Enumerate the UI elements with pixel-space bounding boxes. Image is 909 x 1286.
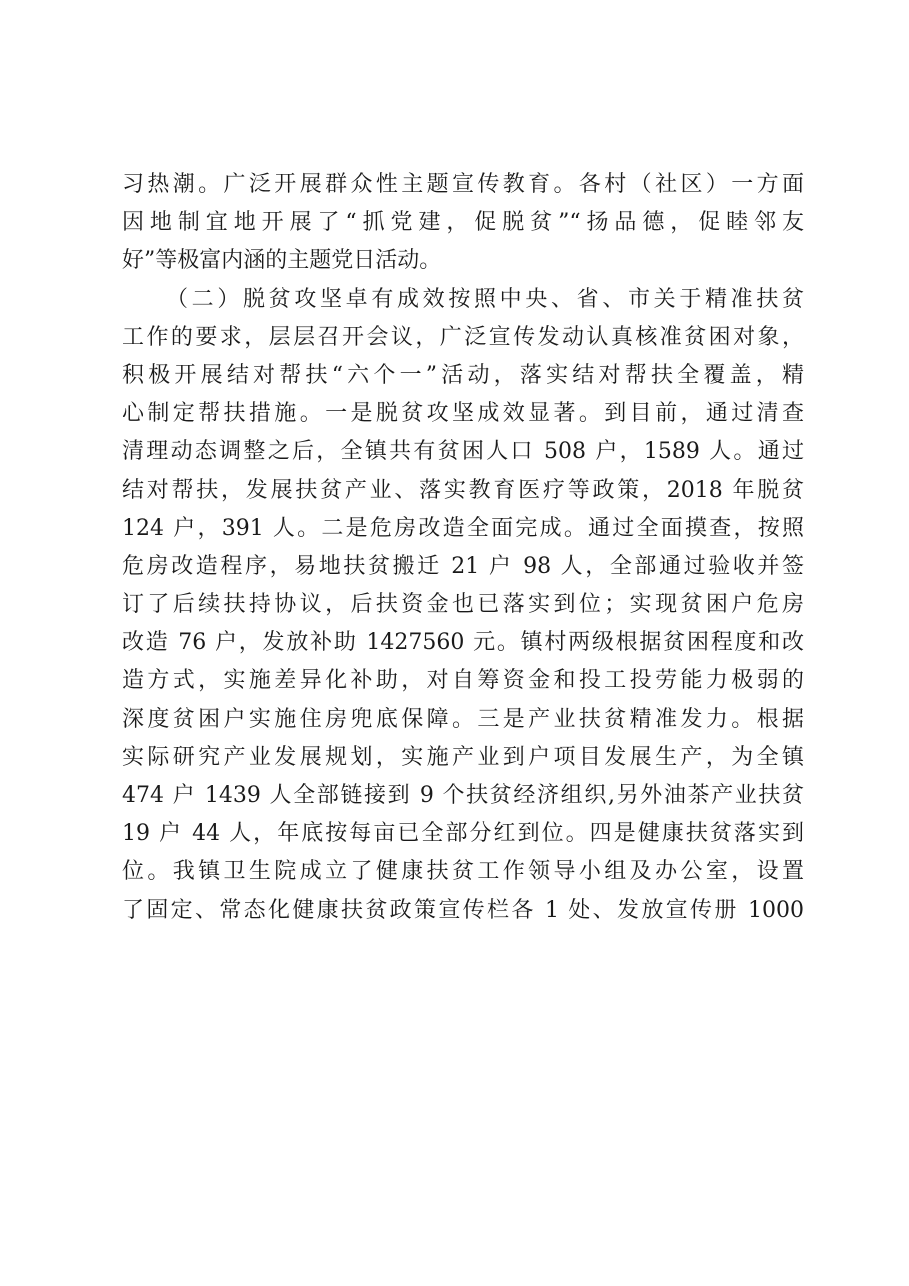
paragraph-line: 清理动态调整之后，全镇共有贫困人口 508 户，1589 人。通过 [122, 439, 804, 465]
paragraph-line: 积极开展结对帮扶“六个一”活动，落实结对帮扶全覆盖，精 [122, 362, 804, 388]
paragraph-line: 位。我镇卫生院成立了健康扶贫工作领导小组及办公室，设置 [122, 859, 804, 885]
paragraph-line: 了固定、常态化健康扶贫政策宣传栏各 1 处、发放宣传册 1000 [122, 897, 804, 923]
paragraph-line: 危房改造程序，易地扶贫搬迁 21 户 98 人，全部通过验收并签 [122, 553, 804, 579]
paragraph-line: 实际研究产业发展规划，实施产业到户项目发展生产，为全镇 [122, 744, 804, 770]
paragraph-line: 结对帮扶，发展扶贫产业、落实教育医疗等政策，2018 年脱贫 [122, 477, 804, 503]
paragraph-line: 474 户 1439 人全部链接到 9 个扶贫经济组织,另外油茶产业扶贫 [122, 783, 804, 808]
paragraph-line: 深度贫困户实施住房兜底保障。三是产业扶贫精准发力。根据 [122, 706, 804, 732]
paragraph-line: 因地制宜地开展了“抓党建，促脱贫”“扬品德，促睦邻友 [122, 210, 804, 236]
section-heading-line: （二）脱贫攻坚卓有成效按照中央、省、市关于精准扶贫 [166, 286, 804, 312]
paragraph-line: 工作的要求，层层召开会议，广泛宣传发动认真核准贫困对象， [122, 324, 804, 350]
paragraph-line: 改造 76 户，发放补助 1427560 元。镇村两级根据贫困程度和改 [122, 630, 804, 656]
paragraph-line: 124 户，391 人。二是危房改造全面完成。通过全面摸查，按照 [122, 515, 804, 541]
paragraph-line: 习热潮。广泛开展群众性主题宣传教育。各村（社区）一方面 [122, 172, 804, 197]
paragraph-line: 心制定帮扶措施。一是脱贫攻坚成效显著。到目前，通过清查 [122, 401, 804, 427]
paragraph-line: 造方式，实施差异化补助，对自筹资金和投工投劳能力极弱的 [122, 668, 804, 694]
paragraph-line: 19 户 44 人，年底按每亩已全部分红到位。四是健康扶贫落实到 [122, 821, 804, 847]
paragraph-line: 订了后续扶持协议，后扶资金也已落实到位；实现贫困户危房 [122, 592, 804, 618]
document-body [122, 166, 804, 930]
paragraph-line: 好”等极富内涵的主题党日活动。 [122, 248, 442, 274]
